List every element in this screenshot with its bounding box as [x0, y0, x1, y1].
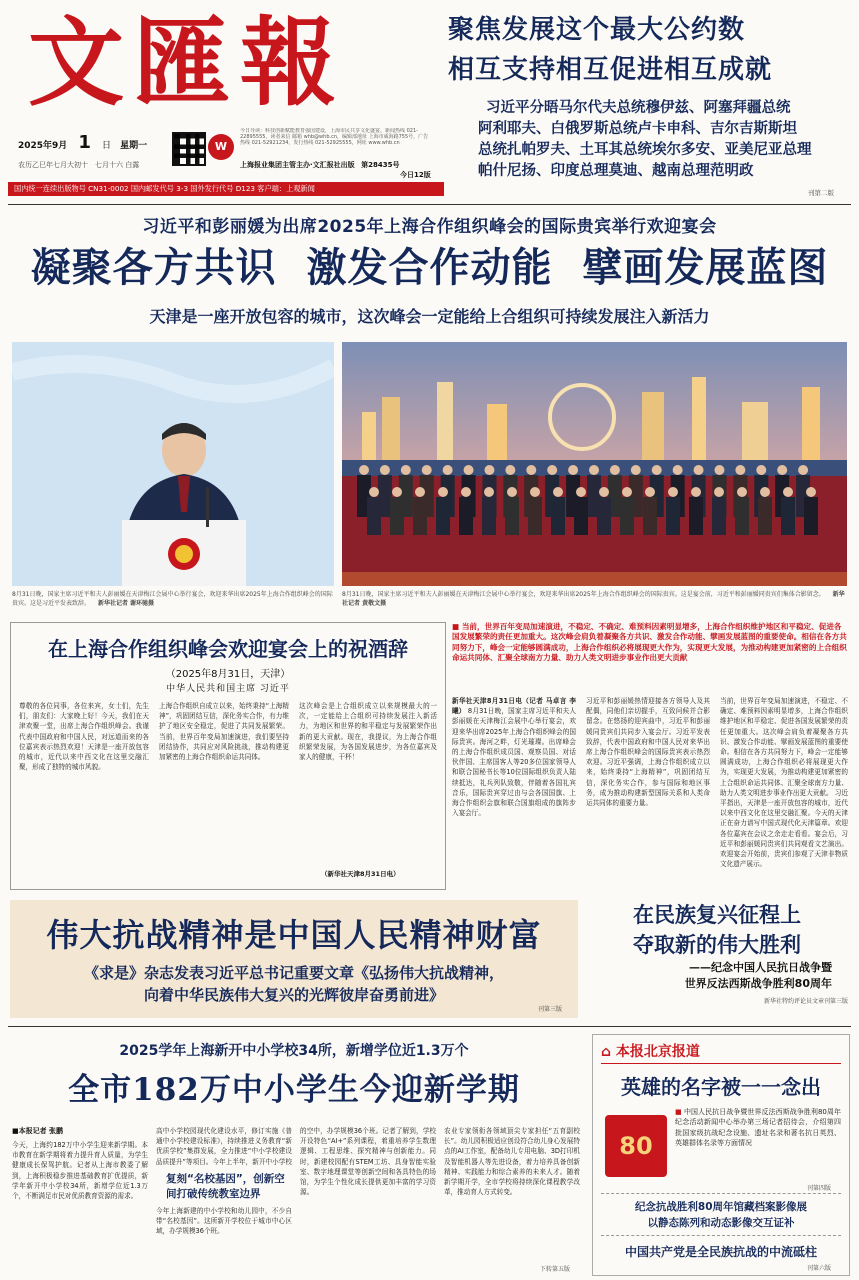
sidebar-item-2-line-2: 以静态陈列和动态影像交互证补 [647, 1217, 795, 1229]
sidebar-brief [675, 1107, 841, 1181]
anniversary-badge [605, 1115, 667, 1177]
tiananmen-icon: ⌂ [601, 1044, 612, 1060]
news-dateline: 新华社天津8月31日电（记者 马卓言 李曦） [452, 697, 576, 716]
news-body-1: 8月31日晚，国家主席习近平和夫人彭丽媛在天津梅江会展中心举行宴会，欢迎来华出席2025年上海合作组织峰会的国际贵宾。海河之畔，灯光璀璨。出席峰会的上海合作组织成员国、观察员国、对话伙伴国、主席国客人等20多位国家领导人和联合国秘书长等10位国际组织负责人陆续抵达，礼兵列队致敬，伴随着各国礼宾音乐，国际贵宾穿过由与会各国国旗、上海合作组织会旗和联合国旗组成的旗阵步入宴会厅。 [452, 707, 576, 818]
masthead-title: 文匯報 [28, 6, 346, 119]
spirit-deck-1: 《求是》杂志发表习近平总书记重要文章《弘扬伟大抗战精神， [83, 964, 504, 982]
caption-left-text: 8月31日晚，国家主席习近平和夫人彭丽媛在天津梅江会展中心举行宴会，欢迎来华出席2025年上海合作组织峰会的国际贵宾。这是习近平发表致辞。 [12, 591, 333, 607]
sidebar-page-ref-3: 刊第六版 [807, 1265, 832, 1272]
toast-title: 在上海合作组织峰会欢迎宴会上的祝酒辞 [48, 637, 408, 661]
school-col-2 [156, 1126, 292, 1274]
caption-right [342, 590, 847, 608]
photo-group [342, 342, 847, 586]
speech-illustration [12, 342, 334, 586]
news-col-3 [720, 696, 848, 892]
credit-left: 新华社记者 谢环驰摄 [97, 600, 155, 607]
sidebar-brief-marker: ■ [675, 1108, 684, 1116]
spirit-box [10, 900, 578, 1018]
registration-bar [8, 182, 444, 196]
page-count: 今日12版 [400, 171, 431, 179]
school-col-3: 的空中，办学规模36个班。记者了解到，学校开设特色“AI+”系列课程，着重培养学生数理逻辑、工程思维、探究精神与创新能力。同时，新建校园配有STEM工坊、具身智能实验室、数字地理课堂等创新空间和各具特色的场馆，为学生个性化成长提供更加丰富的学习资源。 [300, 1127, 436, 1197]
caption-left [12, 590, 334, 608]
toast-col-1: 尊敬的各位同事，各位来宾，女士们，先生们，朋友们：大家晚上好！今天，我们在天津欢聚一堂，出席上海合作组织峰会。我谨代表中国政府和中国人民，对远道而来的各位嘉宾表示热烈欢迎！天津是一座开放包容的城市，近代以来中西文化在这里交融汇聚，形成了独特的城市风貌。 [19, 702, 149, 772]
school-continued: 下转第五版 [540, 1266, 571, 1273]
top-subhead-line-3: 总统扎帕罗夫、土耳其总统埃尔多安、亚美尼亚总理 [478, 142, 812, 158]
sidebar-page-ref-1: 刊第四版 [807, 1185, 832, 1192]
victory-block [586, 900, 848, 1018]
toast-byline: 中华人民共和国主席 习近平 [166, 684, 290, 694]
victory-headline-2: 夺取新的伟大胜利 [633, 932, 801, 957]
top-subhead-line-2: 阿利耶夫、白俄罗斯总统卢卡申科、吉尔吉斯斯坦 [478, 121, 797, 137]
sidebar-rule [601, 1235, 841, 1236]
divider [8, 1026, 851, 1027]
sidebar-tag [601, 1041, 761, 1061]
news-col-2: 习近平和彭丽媛热情迎接各方领导人及其配偶，同他们亲切握手，互致问候并合影留念。在悠扬的迎宾曲中，习近平和彭丽媛同贵宾们共同步入宴会厅。习近平发表致辞，代表中国政府和中国人民对来华出席上海合作组织峰会的国际贵宾表示热烈欢迎。习近平强调，上海合作组织成立以来，始终秉持“上海精神”，巩固团结互信，深化务实合作，参与国际和地区事务，成为推动构建新型国际关系和人类命运共同体的重要力量。 [586, 697, 710, 808]
photo-speech [12, 342, 334, 586]
side-note: 今日导读：科技创新赋能教育强国建设，上海市民共享文化盛宴。新闻热线 021-22895555，读者来信 邮箱 whb@whb.cn，编辑部地址 上海市威海路755号，广告热线 021-52921234，发行热线 021-52925555，网址 www.whb.cn [240, 128, 429, 147]
victory-sub-2: 世界反法西斯战争胜利80周年 [684, 977, 832, 990]
issue-number: 第28435号 [361, 161, 400, 169]
toast-box [10, 622, 446, 890]
school-inset [166, 1172, 292, 1202]
sidebar-brief-text: 中国人民抗日战争暨世界反法西斯战争胜利80周年纪念活动新闻中心举办第三场记者招待会，介绍第四批国家级抗战纪念设施、遗址名录和著名抗日英烈、英雄群体名录等方面情况 [675, 1108, 841, 1148]
news-body-4: 习近平指出，天津是一座开放包容的城市，近代以来中西文化在这里交融汇聚。今天的天津正在奋力谱写中国式现代化天津篇章。欢迎各位嘉宾在会议之余走走看看。宴会后，习近平和彭丽媛同贵宾们共同观看文艺演出。欢迎宴会开始前，贵宾们参观了天津非物质文化遗产展示。 [720, 788, 848, 869]
top-subhead-line-4: 帕什尼扬、印度总理莫迪、越南总理范明政 [478, 163, 754, 179]
victory-headline-1: 在民族复兴征程上 [633, 902, 801, 927]
publisher-line [240, 160, 440, 170]
sidebar-item-2-line-1: 纪念抗战胜利80周年馆藏档案影像展 [634, 1201, 808, 1213]
lead-deck: 天津是一座开放包容的城市，这次峰会一定能给上合组织可持续发展注入新活力 [149, 307, 710, 326]
news-intro [452, 622, 848, 684]
school-body-2b: 今年上海新建的中小学校和幼儿园中，不少自带“名校基因”。这所新开学校位于城市中心区域，办学规模36个班。 [156, 1207, 292, 1236]
top-subhead-line-1: 习近平分晤马尔代夫总统穆伊兹、阿塞拜疆总统 [486, 100, 791, 116]
qr-code [172, 132, 206, 166]
sidebar-rule [601, 1193, 841, 1194]
divider [8, 204, 851, 205]
spirit-deck-2: 向着中华民族伟大复兴的光辉彼岸奋勇前进》 [143, 986, 444, 1004]
date-day: 1 [78, 132, 91, 153]
caption-right-text: 8月31日晚，国家主席习近平和夫人彭丽媛在天津梅江会展中心举行宴会，欢迎来华出席2025年上海合作组织峰会的国际贵宾。这是宴会前，习近平和彭丽媛同贵宾们集体合影留念。 [342, 591, 825, 598]
toast-date: （2025年8月31日，天津） [165, 669, 291, 680]
school-col-1: 今天，上海约182万中小学生迎来新学期。本市教育在新学期将着力提升育人质量，为学生健康成长保驾护航。记者从上海市教委了解到，上海积极稳步推进基础教育扩优提质，新学年新开中小学校34所，新增学位近1.3万个，不断满足市民对优质教育资源的需求。 [12, 1141, 148, 1201]
people-layer [342, 342, 847, 586]
top-page-ref: 刊第二版 [808, 189, 834, 197]
top-headline-2: 相互支持相互促进相互成就 [448, 55, 773, 85]
credit-right: 新华社记者 黄敬文摄 [342, 591, 845, 607]
news-col-1 [452, 696, 576, 892]
toast-source: （新华社天津8月31日电） [321, 870, 400, 878]
date-year: 2025年9月 [18, 141, 68, 151]
top-headline-1: 聚焦发展这个最大公约数 [448, 15, 746, 45]
school-inset-line-2: 间打破传统教室边界 [166, 1188, 261, 1200]
top-subhead [478, 98, 853, 182]
lead-headline: 凝聚各方共识 激发合作动能 擘画发展蓝图 [30, 244, 829, 291]
spirit-page-ref: 刊第三版 [538, 1006, 563, 1013]
school-headline: 全市182万中小学生今迎新学期 [68, 1072, 520, 1108]
sidebar-box [592, 1034, 850, 1276]
news-intro-text: 当前，世界百年变局加速演进，不稳定、不确定、难预料因素明显增多，上海合作组织维护地区和平稳定、促进各国发展繁荣的责任更加重大。这次峰会肩负着凝聚各方共识、激发合作动能、擘画发展蓝图的重要使命。相信在各方共同努力下，峰会一定能够圆满成功，上海合作组织必将展现更大作为，实现更大发展，为推动构建更加紧密的上合组织命运共同体、汇聚全球南方力量、助力人类文明进步事业作出更大贡献 [452, 622, 847, 663]
school-inset-line-1: 复刻“名校基因”，创新空 [166, 1173, 285, 1185]
victory-sub-1: ——纪念中国人民抗日战争暨 [689, 961, 832, 974]
sidebar-tag-text: 本报北京报道 [615, 1044, 700, 1060]
lead-kicker: 习近平和彭丽媛为出席2025年上海合作组织峰会的国际贵宾举行欢迎宴会 [142, 217, 717, 237]
date-unit: 日 [102, 141, 112, 151]
lunar-date: 农历乙巳年七月大初十 七月十六 白露 [18, 161, 140, 169]
school-body-2: 高中小学校园现代化建设水平，修订实施《普通中小学校建设标准》，持续推进义务教育“新优质学校”集群发展，全力推进“中小学校建设品质提升”等项目。今年上半年，新开中小学校 [156, 1127, 292, 1166]
publisher: 上海报业集团主管主办·文汇报社出版 [240, 161, 355, 169]
sidebar-item-2 [593, 1199, 849, 1231]
spirit-headline: 伟大抗战精神是中国人民精神财富 [46, 916, 542, 954]
registration-text: 国内统一连续出版物号 CN31-0002 国内邮发代号 3-3 国外发行代号 D123 客户端：上观新闻 [14, 184, 315, 193]
sidebar-headline: 英雄的名字被一一念出 [621, 1075, 821, 1099]
group-logo-icon: W [208, 134, 234, 160]
sidebar-item-3: 中国共产党是全民族抗战的中流砥柱 [624, 1245, 817, 1259]
school-byline: ■本报记者 张鹏 [12, 1127, 64, 1135]
school-kicker: 2025学年上海新开中小学校34所，新增学位近1.3万个 [119, 1043, 469, 1059]
anniversary-badge-text: 80 [619, 1132, 653, 1160]
victory-page-ref: 新华社特约评论员文章刊第三版 [763, 998, 848, 1005]
school-col-4: 农业专家领衔各领域顶尖专家担任“五育副校长”。幼儿园积极适应创设符合幼儿身心发展特点的AI工作室，配备幼儿专用电脑、3D打印机及智能机器人等先进设备，着力培养具备创新精神、实践能力和综合素养的未来人才。随着新学期开学，全市学校将持续深化课程教学改革，推动育人方式转变。 [444, 1127, 580, 1197]
weekday: 星期一 [120, 141, 148, 151]
news-body-3: 当前，世界百年变局加速演进，不稳定、不确定、难预料因素明显增多，上海合作组织维护地区和平稳定、促进各国发展繁荣的责任更加重大。这次峰会肩负着凝聚各方共识、激发合作动能、擘画发展蓝图的重要使命。相信在各方共同努力下，峰会一定能够圆满成功，上海合作组织必将展现更大作为，实现更大发展，为推动构建更加紧密的上合组织命运共同体、汇聚全球南方力量、助力人类文明进步事业作出更大贡献。 [720, 697, 848, 797]
toast-col-3: 这次峰会是上合组织成立以来规模最大的一次，一定能给上合组织可持续发展注入新活力，为地区和世界的和平稳定与发展繁荣作出新的更大贡献。现在，我提议，为上海合作组织繁荣发展，为各国发展进步，为各位嘉宾及家人的健康，干杯！ [299, 702, 437, 762]
sidebar-tag-rule [601, 1063, 841, 1064]
news-intro-marker: ■ [452, 622, 462, 631]
toast-col-2: 上海合作组织自成立以来，始终秉持“上海精神”，巩固团结互信，深化务实合作，有力维护了地区安全稳定，促进了共同发展繁荣。当前，世界百年变局加速演进，我们要坚持团结协作，共同应对风险挑战，推动构建更加紧密的上海合作组织命运共同体。 [159, 702, 289, 762]
